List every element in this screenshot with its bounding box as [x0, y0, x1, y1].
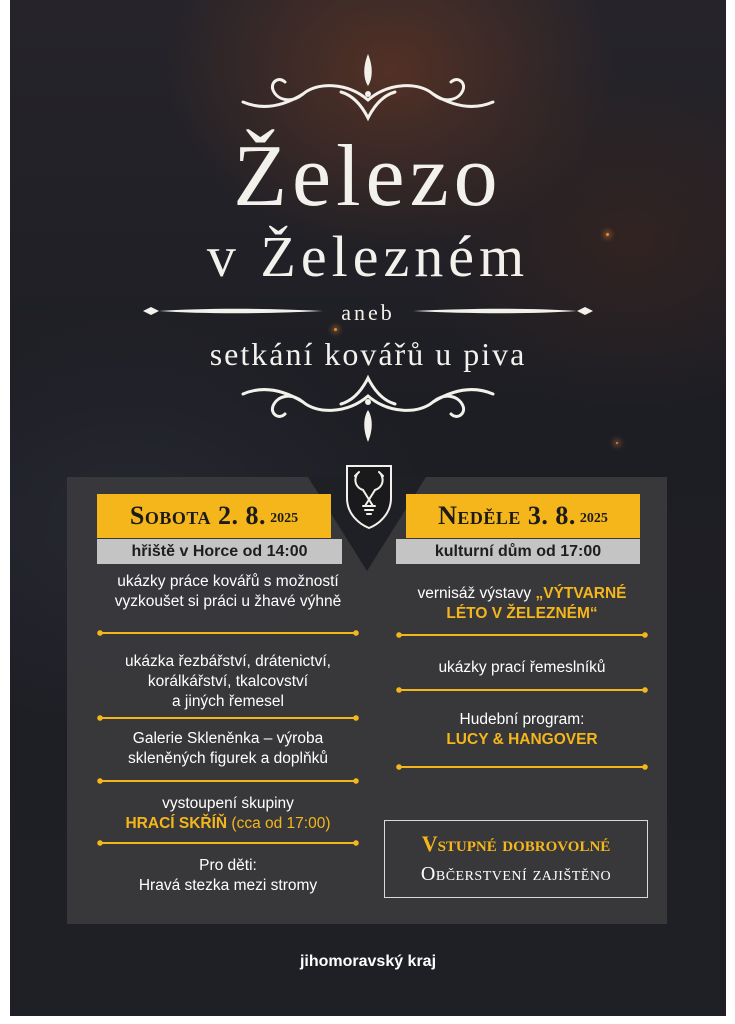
- footer-logo: jihomoravský kraj: [299, 953, 437, 970]
- separator: [396, 634, 648, 636]
- refreshments: Občerstvení zajištěno: [420, 863, 612, 885]
- item-line: a jiných řemesel: [172, 693, 284, 710]
- program-item: [396, 584, 648, 624]
- separator: [97, 780, 359, 782]
- item-line: ukázka řezbářství, drátenictví,: [125, 653, 331, 670]
- separator: [97, 842, 359, 844]
- sunday-program: [396, 584, 648, 784]
- crest-icon: [343, 462, 395, 530]
- saturday-program: [97, 572, 359, 902]
- separator: [97, 717, 359, 719]
- entry-fee: Vstupné dobrovolné: [421, 831, 611, 856]
- separator: [396, 689, 648, 691]
- saturday-year: 2025: [270, 511, 299, 526]
- item-line: vyzkoušet si práci u žhavé výhně: [114, 593, 342, 610]
- band-name: HRACÍ SKŘÍŇ: [125, 815, 228, 832]
- band-time: (cca od 17:00): [227, 815, 331, 832]
- saturday-date-band: [97, 494, 331, 538]
- separator: [396, 766, 648, 768]
- poster: [10, 0, 726, 1016]
- title-line-1: Železo: [233, 128, 503, 225]
- program-item: [97, 572, 359, 612]
- program-item: [97, 856, 359, 896]
- subtitle: setkání kovářů u piva: [209, 336, 527, 372]
- entry-info-box: [384, 820, 648, 898]
- separator: [97, 632, 359, 634]
- saturday-place: hřiště v Horce od 14:00: [97, 539, 342, 564]
- item-line: Galerie Skleněnka – výroba: [132, 730, 324, 747]
- item-line: ukázky práce kovářů s možností: [117, 573, 339, 590]
- program-item: [396, 710, 648, 750]
- exhibition-name: LÉTO V ŽELEZNÉM“: [446, 605, 598, 622]
- item-line: Hudební program:: [459, 711, 585, 728]
- sunday-year: 2025: [579, 511, 608, 526]
- item-line: [396, 584, 648, 604]
- item-line: ukázky prací řemeslníků: [438, 659, 606, 676]
- program-item: [97, 729, 359, 769]
- item-line: vystoupení skupiny: [162, 795, 294, 812]
- right-divider-ornament: [413, 303, 593, 319]
- item-line: Pro děti:: [199, 857, 257, 874]
- bottom-flourish-ornament: [237, 372, 499, 444]
- item-line: Hravá stezka mezi stromy: [138, 877, 318, 894]
- item-line: korálkářství, tkalcovství: [147, 673, 309, 690]
- item-line: [97, 814, 359, 834]
- sunday-date-band: [406, 494, 640, 538]
- exhibition-name: „VÝTVARNÉ: [535, 585, 627, 602]
- program-item: [396, 658, 648, 678]
- sunday-date: Neděle 3. 8.: [438, 501, 576, 530]
- saturday-date: Sobota 2. 8.: [129, 501, 267, 530]
- title-line-2: v Železném: [206, 224, 530, 289]
- spark: [334, 328, 337, 331]
- spark: [616, 442, 618, 444]
- program-item: [97, 652, 359, 712]
- connector-text: aneb: [341, 300, 395, 325]
- music-act: LUCY & HANGOVER: [446, 731, 598, 748]
- top-flourish-ornament: [237, 52, 499, 124]
- item-line: skleněných figurek a doplňků: [128, 750, 328, 767]
- item-text: vernisáž výstavy: [417, 585, 536, 602]
- sunday-place: kulturní dům od 17:00: [396, 539, 640, 564]
- program-item: [97, 794, 359, 834]
